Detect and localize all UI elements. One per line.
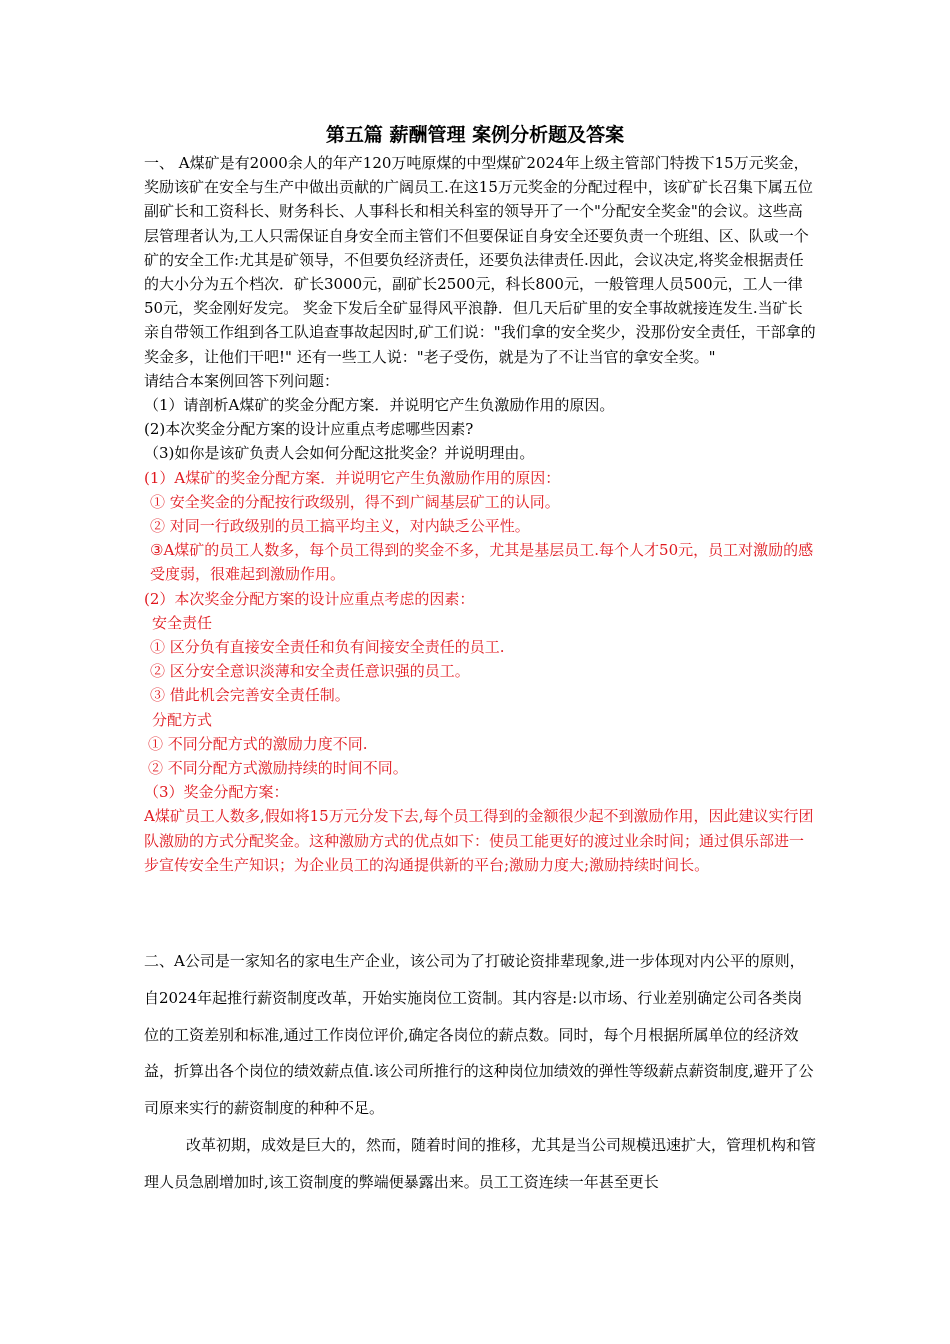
question-2: (2)本次奖金分配方案的设计应重点考虑哪些因素? [144, 420, 474, 439]
question-prompt: 请结合本案例回答下列问题： [144, 371, 340, 390]
case-text: 一、 A煤矿是有2000余人的年产120万吨原煤的中型煤矿2024年上级主管部门特拨下15万元奖金，奖励该矿在安全与生产中做出贡献的广阔员工.在这15万元奖金的分配过程中，该矿矿长召集下属五位副矿长和工资科长、财务科长、人事科长和相关科室的领导开了一个"分配安全奖金"的会议。这些高层管理者认为,工人只需保证自身安全而主管们不但要保证自身安全还要负责一个班组、区、队或一个矿的安全工作:尤其是矿领导，不但要负经济责任，还要负法律责任.因此，会议决定,将奖金根据责任的大小分为五个档次．矿长3000元，副矿长2500元，科长800元，一般管理人员500元，工人一律50元，奖金刚好发完。 奖金下发后全矿显得风平浪静．但几天后矿里的安全事故就接连发生.当矿长亲自带领工作组到各工队追查事故起因时,矿工们说："我们拿的安全奖少，没那份安全责任，干部拿的奖金多，让他们干吧!" 还有一些工人说："老子受伤，就是为了不让当官的拿安全奖。" [144, 154, 816, 366]
question-1: （1）请剖析A煤矿的奖金分配方案．并说明它产生负激励作用的原因。 [144, 396, 615, 415]
section-two-paragraph-2: 改革初期，成效是巨大的，然而，随着时间的推移，尤其是当公司规模迅速扩大，管理机构和管理人员急剧增加时,该工资制度的弊端便暴露出来。员工工资连续一年甚至更长 [144, 1135, 817, 1191]
answer-2-sub2-point-2: ② 不同分配方式激励持续的时间不同。 [148, 759, 408, 778]
answer-1-point-3: ③A煤矿的员工人数多，每个员工得到的奖金不多，尤其是基层员工.每个人才50元，员工对激励的感受度弱，很难起到激励作用。 [150, 541, 814, 584]
answer-3-heading: （3）奖金分配方案： [144, 783, 289, 802]
section-two [144, 943, 816, 1201]
answer-2-sub2-title: 分配方式 [152, 710, 213, 729]
question-3: （3)如你是该矿负责人会如何分配这批奖金？并说明理由。 [144, 444, 535, 463]
answer-2-sub1-point-2: ② 区分安全意识淡薄和安全责任意识强的员工。 [150, 662, 470, 681]
section-two-paragraph-1: 二、A公司是一家知名的家电生产企业，该公司为了打破论资排辈现象,进一步体现对内公平的原则，自2024年起推行薪资制度改革，开始实施岗位工资制。其内容是:以市场、行业差别确定公司各类岗位的工资差别和标准,通过工作岗位评价,确定各岗位的薪点数。同时，每个月根据所属单位的经济效益，折算出各个岗位的绩效薪点值.该公司所推行的这种岗位加绩效的弹性等级薪点薪资制度,避开了公司原来实行的薪资制度的种种不足。 [144, 952, 814, 1118]
answer-1-point-1: ① 安全奖金的分配按行政级别，得不到广阔基层矿工的认同。 [150, 492, 560, 511]
answer-2-heading: (2）本次奖金分配方案的设计应重点考虑的因素： [144, 589, 475, 608]
answer-1-point-2: ② 对同一行政级别的员工搞平均主义，对内缺乏公平性。 [150, 517, 530, 536]
answer-2-sub1-title: 安全责任 [152, 613, 213, 632]
page-title: 第五篇 薪酬管理 案例分析题及答案 [325, 124, 625, 146]
answer-1-heading: (1）A煤矿的奖金分配方案．并说明它产生负激励作用的原因： [144, 468, 561, 487]
answer-2-sub2-point-1: ① 不同分配方式的激励力度不同. [148, 734, 368, 753]
section-one [144, 151, 816, 877]
answer-2-sub1-point-3: ③ 借此机会完善安全责任制。 [150, 686, 350, 705]
answer-3-body: A煤矿员工人数多,假如将15万元分发下去,每个员工得到的金额很少起不到激励作用，因此建议实行团队激励的方式分配奖金。这种激励方式的优点如下：使员工能更好的渡过业余时间；通过俱乐部进一步宣传安全生产知识；为企业员工的沟通提供新的平台;激励力度大;激励持续时间长。 [144, 807, 814, 874]
answer-2-sub1-point-1: ① 区分负有直接安全责任和负有间接安全责任的员工. [150, 638, 505, 657]
